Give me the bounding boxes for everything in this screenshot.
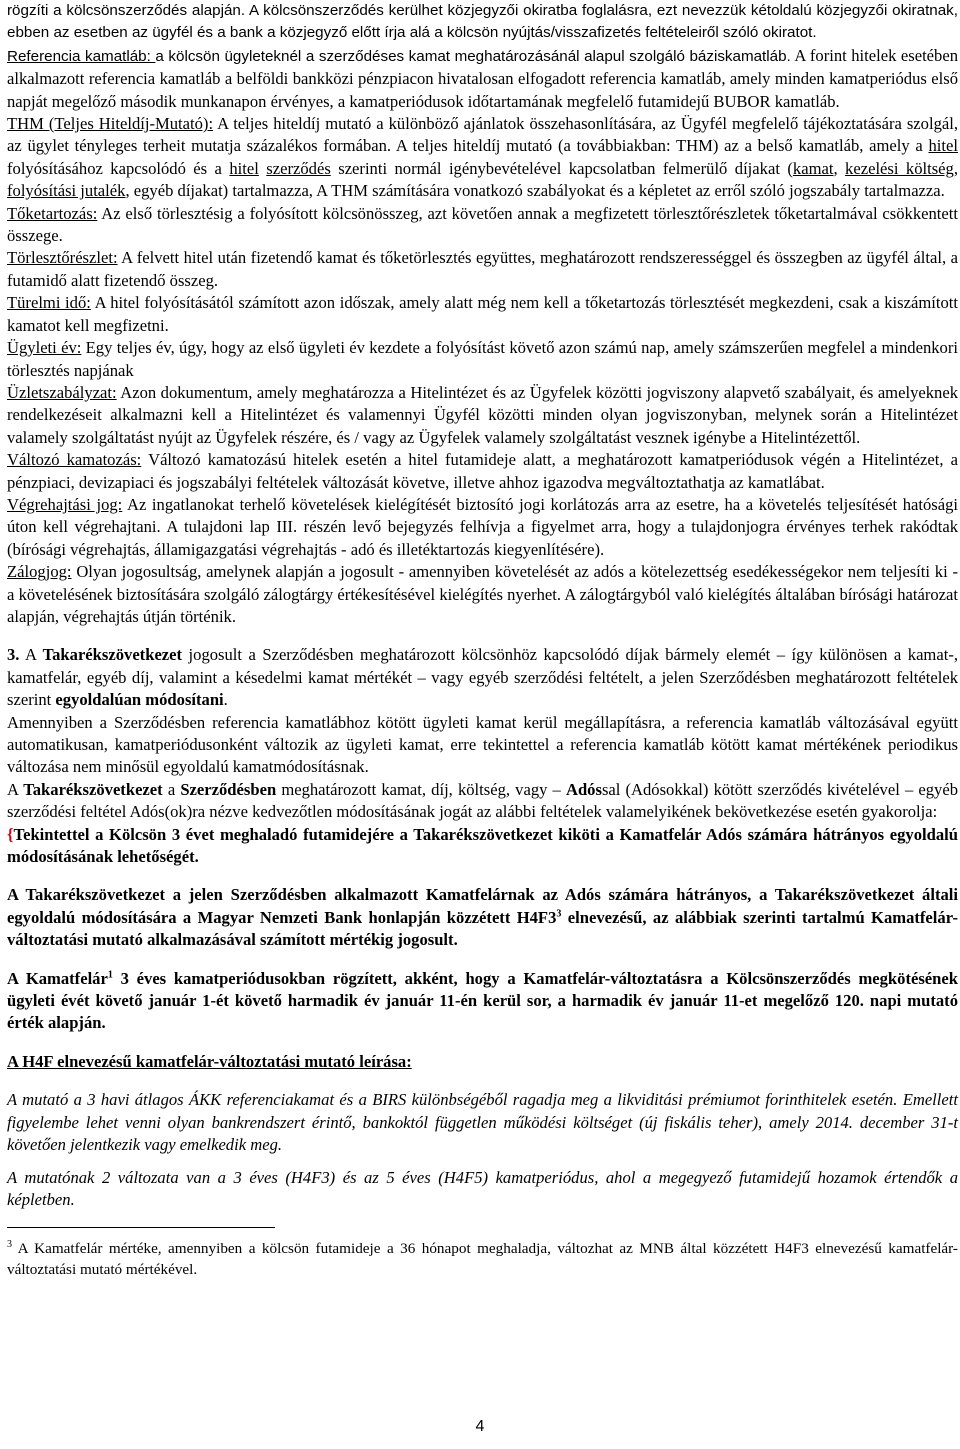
term-turelmi-ido: Türelmi idő: — [7, 293, 91, 313]
term-zalogjog: Zálogjog: — [7, 562, 72, 582]
section-number: 3. — [7, 645, 20, 665]
link-hitel[interactable]: hitel — [229, 158, 259, 178]
section-3-paragraph: 3. A Takarékszövetkezet jogosult a Szerződésben meghatározott kölcsönhöz kapcsolódó díjak bármely elemét – így különösen a kamat-, kamatfelár, egyéb díj, valamint a késedelmi kamat mértékét – vagy egyéb szerződési feltételt, a jelen Szerződésben meghatározott feltételek szerint egyoldalúan módosítani. — [7, 645, 958, 710]
term-vegrehajtasi-jog: Végrehajtási jog: — [7, 494, 123, 514]
paragraph-kamatfelar-periodus: A Kamatfelár$^1$ 3 éves kamatperiódusokban rögzített, akként, hogy a Kamatfelár-változtatásra a Kölcsönszerződés megkötésének ügyleti évét követő január 1-ét követő harmadik év január 11-én kerül sor, a harmadik év január 11-et megelőző 120. napi mutató érték alapján. — [7, 968, 958, 1033]
definition-referencia-kamatlab: Referencia kamatláb: a kölcsön ügyleteknél a szerződéses kamat meghatározásánál alapul szolgáló báziskamatláb. A forint hitelek esetében alkalmazott referencia kamatláb a belföldi bankközi pénzpiacon hivatalosan elfogadott referencia kamatláb, amely minden kamatperiódus első napját megelőző második munkanapon érvényes, a kamatperiódusok időtartamának megfelelő futamidejű BUBOR kamatláb. — [7, 45, 958, 111]
paragraph-intro: rögzíti a kölcsönszerződés alapján. A kölcsönszerződés kerülhet közjegyzői okiratba foglalásra, ezt nevezzük kétoldalú közjegyzői okiratnak, ebben az esetben az ügyfél és a bank a közjegyző előtt írja alá a kölcsön nyújtás/visszafizetés feltételeiről szóló okiratot. — [7, 2, 958, 42]
term-toketartozas: Tőketartozás: — [7, 203, 98, 223]
paragraph-mutato-valtozatok: A mutatónak 2 változata van a 3 éves (H4F3) és az 5 éves (H4F5) kamatperiódus, ahol a megegyező futamidejű hozamok értendők a képletben. — [7, 1167, 958, 1209]
link-kamat[interactable]: kamat — [792, 158, 834, 178]
footnote-mark: 3 — [7, 1239, 12, 1251]
paragraph-mutato-leiras: A mutató a 3 havi átlagos ÁKK referenciakamat és a BIRS különbségéből ragadja meg a likviditási prémiumot forinthitelek esetén. Emellett figyelembe lehet venni olyan bankrendszert érintő, bankoktól független működési költséget (új fiskális teher), amely 2014. december 31-t követően jelentkezik vagy emelkedik meg. — [7, 1090, 958, 1155]
definition-toketartozas: Tőketartozás: Az első törlesztésig a folyósított kölcsönösszeg, azt követően annak a megfizetett törlesztőrészletek tőketartalmával csökkentett összege. — [7, 203, 958, 246]
link-kezelesi-koltseg[interactable]: kezelési költség — [845, 158, 954, 178]
term-valtozo-kamatozas: Változó kamatozás: — [7, 450, 142, 470]
paragraph-takarekszovetkezet-jog: A Takarékszövetkezet a Szerződésben meghatározott kamat, díj, költség, vagy – Adóssal (Adósokkal) kötött szerződés kivételével – egyéb szerződési feltétel Adós(ok)ra nézve kedvezőtlen módosításának jogát az alábbi feltételek valamelyikének bekövetkezése esetén gyakorolja: — [7, 779, 958, 822]
term-ugyleti-ev: Ügyleti év: — [7, 338, 82, 358]
term-uzletszabalyzat: Üzletszabályzat: — [7, 382, 117, 402]
definition-turelmi-ido: Türelmi idő: A hitel folyósításától számított azon időszak, amely alatt még nem kell a tőketartozás törlesztését megkezdeni, csak a kiszámított kamatot kell megfizetni. — [7, 293, 958, 335]
red-brace: { — [7, 824, 14, 844]
definition-valtozo-kamatozas: Változó kamatozás: Változó kamatozású hitelek esetén a hitel futamideje alatt, a meghatározott kamatperiódusok végén a Hitelintézet, a pénzpiaci, devizapiaci és jogszabályi feltételek változását követve, illetve ahhoz igazodva megváltoztathatja az kamatlábat. — [7, 450, 958, 492]
paragraph-kamatfelar-condition: {Tekintettel a Kölcsön 3 évet meghaladó futamidejére a Takarékszövetkezet kiköti a Kamatfelár Adós számára hátrányos egyoldalú módosításának lehetőségét. — [7, 824, 958, 867]
term-torlesztoreszlet: Törlesztőrészlet: — [7, 248, 118, 268]
term-thm: THM (Teljes Hiteldíj-Mutató): — [7, 114, 214, 134]
term-referencia-kamatlab: Referencia kamatláb: — [7, 47, 156, 65]
definition-torlesztoreszlet: Törlesztőrészlet: A felvett hitel után fizetendő kamat és tőketörlesztés együttes, meghatározott rendszerességgel és összegben az ügyfél által, a futamidő alatt fizetendő összeg. — [7, 248, 958, 290]
paragraph-amennyiben: Amennyiben a Szerződésben referencia kamatlábhoz kötött ügyleti kamat kerül megállapításra, a referencia kamatláb változásával együtt automatikusan, kamatperiódusonként változik az ügyleti kamat, erre tekintettel a referencia kamatláb kötött kamat mértékének periodikus változása nem minősül egyoldalú kamatmódosításnak. — [7, 712, 958, 777]
definition-zalogjog: Zálogjog: Olyan jogosultság, amelynek alapján a jogosult - amennyiben követelését az adós a kötelezettség esedékességekor nem teljesíti ki - a követelésének biztosítására szolgáló zálogtárgy értékesítésével kielégítés nyerhet. A zálogtárgyból való kielégítés általában bírósági határozat alapján, végrehajtás útján történik. — [7, 562, 958, 626]
footnote-3: $^3$ A Kamatfelár mértéke, amennyiben a kölcsön futamideje a 36 hónapot meghaladja, változhat az MNB által közzétett H4F3 elnevezésű kamatfelár-változtatási mutató mértékével. — [7, 1239, 958, 1279]
definition-vegrehajtasi-jog: Végrehajtási jog: Az ingatlanokat terhelő követelések kielégítését biztosító jogi korlátozás arra az esetre, ha a követelés teljesítését hatósági úton kell végrehajtani. A tulajdoni lap III. részén levő bejegyzés felhívja a figyelmet arra, hogy a tulajdonjogra érvényes terhek rakódtak (bírósági végrehajtás, államigazgatási végrehajtás - adó és illetéktartozás kiegyenlítésére). — [7, 494, 958, 559]
footnote-ref[interactable]: 3 — [556, 908, 562, 920]
definition-ugyleti-ev: Ügyleti év: Egy teljes év, úgy, hogy az első ügyleti év kezdete a folyósítást követő azon számú nap, amely számszerűen megfelel a mindenkori törlesztés napjának — [7, 338, 958, 380]
paragraph-h4f3-modositas: A Takarékszövetkezet a jelen Szerződésben alkalmazott Kamatfelárnak az Adós számára hátrányos, a Takarékszövetkezet általi egyoldalú módosítására a Magyar Nemzeti Bank honlapján közzétett $H4F3^3$ elnevezésű, az alábbiak szerinti tartalmú Kamatfelár-változtatási mutató alkalmazásával számított mértékig jogosult. — [7, 885, 958, 950]
definition-thm: THM (Teljes Hiteldíj-Mutató): A teljes hiteldíj mutató a különböző ajánlatok összehasonlítására, az Ügyfél megfelelő tájékoztatására szolgál, az ügylet tényleges terheit mutatja százalékos formában. A teljes hiteldíj mutató (a továbbiakban: THM) az a belső kamatláb, amely a hitel folyósításához kapcsolódó és a hitel szerződés szerinti normál igénybevételével kapcsolatban felmerülő díjakat (kamat, kezelési költség, folyósítási jutalék, egyéb díjakat) tartalmazza, A THM számítására vonatkozó szabályokat és a képletet az erről szóló jogszabály tartalmazza. — [7, 114, 959, 201]
link-szerzodes[interactable]: szerződés — [266, 158, 331, 178]
definition-uzletszabalyzat: Üzletszabályzat: Azon dokumentum, amely meghatározza a Hitelintézet és az Ügyfelek közötti jogviszony alapvető szabályait, és amelyeknek rendelkezéseit alkalmazni kell a Hitelintézet és valamennyi Ügyfél közötti minden olyan jogviszonyban, melynek során a Hitelintézet valamely szolgáltatást nyújt az Ügyfelek részére, és / vagy az Ügyfelek valamely szolgáltatást vesznek igénybe a Hitelintézettől. — [7, 382, 958, 447]
footnote-ref[interactable]: 1 — [107, 969, 113, 981]
footnote-separator — [7, 1227, 275, 1228]
link-folyositasi-jutalek[interactable]: folyósítási jutalék — [7, 181, 126, 201]
document-page — [7, 0, 958, 1280]
heading-h4f-mutato: A H4F elnevezésű kamatfelár-változtatási mutató leírása: — [7, 1051, 412, 1071]
link-hitel[interactable]: hitel — [928, 136, 958, 156]
page-number: 4 — [475, 1418, 485, 1435]
